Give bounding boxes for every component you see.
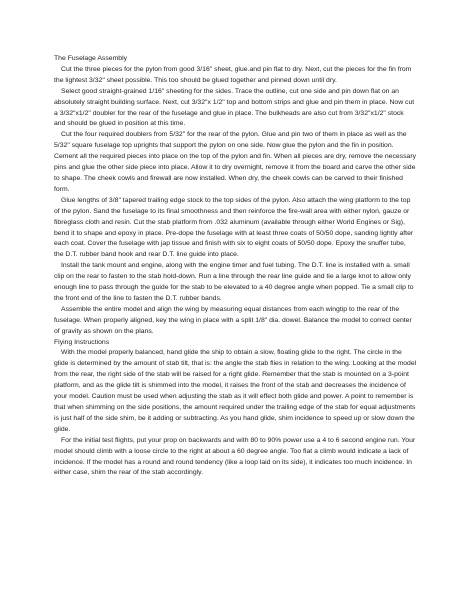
paragraph-pylon-fin: Cut the three pieces for the pylon from good 3/16" sheet, glue.and pin flat to dry. Next, cut the pieces for the fin from the lightest 3/32" sheet possible. This too should be glued together and pinned down until dry. [54,65,412,84]
document-page [54,54,417,479]
paragraph-assembly-balance: Assemble the entire model and align the wing by measuring equal distances from each wingtip to the rear of the fuselage. When properly aligned, key the wing in place with a split 1/8" dia. dowel. Balance the model to correct center of gravity as shown on the plans. [54,305,412,335]
paragraph-covering: Glue lengths of 3/8" tapered trailing edge stock to the top sides of the pylon. Also attach the wing platform to the top of the pylon. Sand the fuselage to its final smoothness and then reinforce the fire-wall area with either nylon, gauze or fibreglass cloth and resin. Cut the stab platform from .032 aluminum (available through either World Engines or Sig), bend it to shape and epoxy in place. Pre-dope the fuselage with at least three coats of 50/50 dope, sanding lightly after each coat. Cover the fuselage with jap tissue and finish with six to eight coats of 50/50 dope. Epoxy the snuffer tube, the D.T. rubber band hook and rear D.T. line guide into place. [54,196,414,259]
section-heading-flying-instructions: Flying Instructions [54,338,110,346]
paragraph-sides: Select good straight-grained 1/16" sheeting for the sides. Trace the outline, cut one side and pin down flat on an absolutely straight building surface. Next, cut 3/32"x 1/2" top and bottom strips and glue and pin them in place. Now cut a 3/32"x1/2" doubler for the rear of the fuselage and glue in place. The bulkheads are also cut from 3/32"x1/2" stock and should be glued in position at this time. [54,87,415,128]
paragraph-doublers: Cut the four required doublers from 5/32" for the rear of the pylon. Glue and pin two of them in place as well as the 5/32" square fuselage top uprights that support the pylon on one side. Now glue the pylon and the fin in position. Cement all the required pieces into place on the top of the pylon and fin. When all pieces are dry, remove the necessary pins and glue the other side piece into place. Allow it to dry overnight, remove it from the board and carve the other side to shape. The cheek cowls and firewall are now installed. When dry, the cheek cowls can be carved to their finished form. [54,131,417,193]
paragraph-test-flights: For the initial test flights, put your prop on backwards and with 80 to 90% power use a 4 to 6 second engine run. Your model should climb with a loose circle to the right at about a 60 degree angle. Too flat a climb would indicate a lack of incidence. If the model has a round and round tendency (like a loop laid on its side), it indicates too much incidence. In either case, shim the rear of the stab accordingly. [54,436,416,477]
paragraph-glide-trim: With the model properly balanced, hand glide the ship to obtain a slow, floating glide to the right. The circle in the glide is determined by the amount of stab tilt, that is: the angle the stab flies in relation to the wing. Looking at the model from the rear, the right side of the stab will be raised for a right glide. Remember that the stab is mounted on a 3-point platform, and as the glide tilt is shimmed into the model, it raises the front of the stab and decreases the incidence of your model. Caution must be used when adjusting the stab as it will effect both glide and power. A point to remember is that when shimming on the side positions, the amount required under the trailing edge of the stab for equal adjustments is just half of the side shim, be it adding or subtracting. As you hand glide, shim incidence to speed up or slow down the glide. [54,349,417,433]
section-heading-fuselage-assembly: The Fuselage Assembly [54,55,128,62]
paragraph-engine-dt: Install the tank mount and engine, along with the engine timer and fuel tubing. The D.T. line is installed with a. small clip on the rear to fasten to the stab hold-down. Run a line through the rear line guide and tie a large knot to allow only enough line to pass through the guide for the stab to be elevated to a 40 degree angle when popped. Tie a small clip to the front end of the line to fasten the D.T. rubber bands. [54,262,414,302]
